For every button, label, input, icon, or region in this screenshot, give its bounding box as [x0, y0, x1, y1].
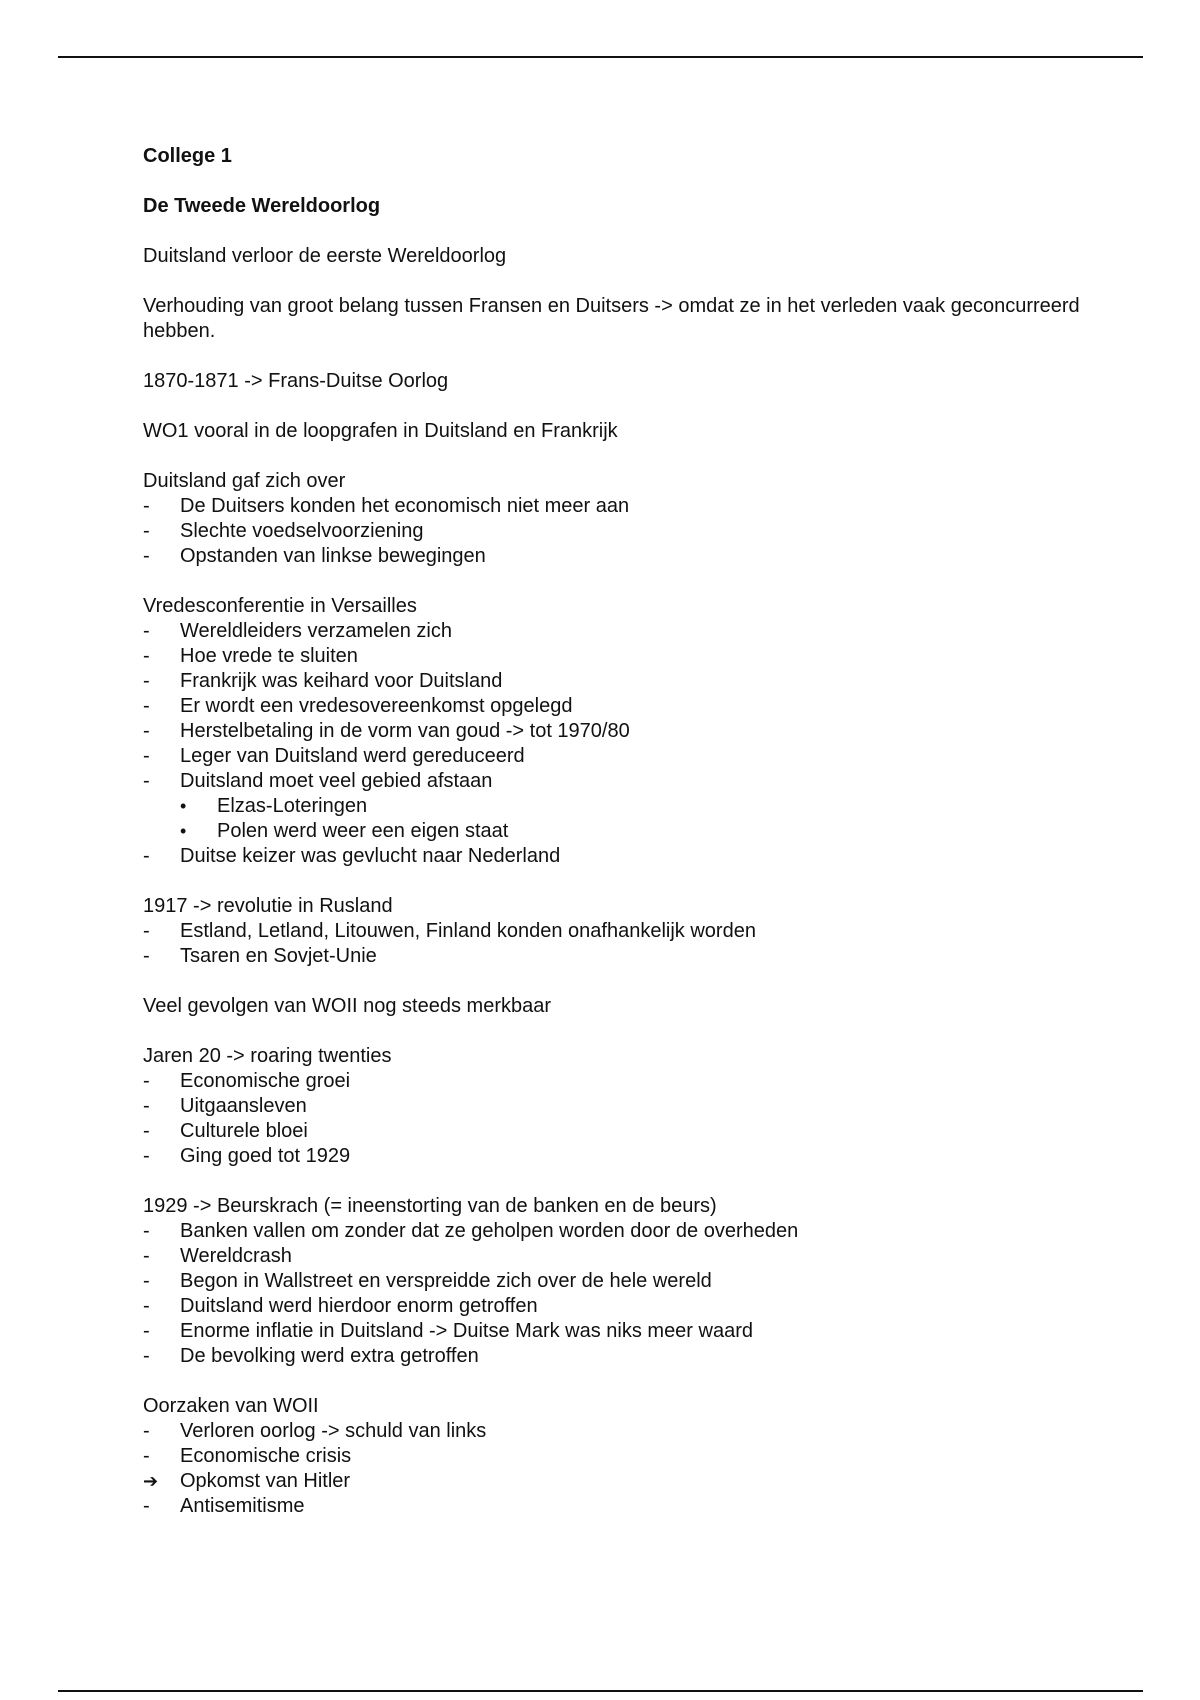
dash-marker: - [143, 520, 150, 542]
topic-heading: De Tweede Wereldoorlog [143, 195, 381, 217]
list-item [143, 1444, 1093, 1469]
paragraph-franco-prussian-war: 1870-1871 -> Frans-Duitse Oorlog [143, 370, 449, 392]
list-item [143, 1219, 1093, 1244]
footer-rule [58, 1690, 1143, 1692]
list-item [143, 619, 1093, 644]
section-title: Vredesconferentie in Versailles [143, 595, 417, 617]
list-item-text: Economische crisis [180, 1445, 352, 1467]
list-item-text: Duitse keizer was gevlucht naar Nederland [180, 845, 561, 867]
dash-marker: - [143, 1095, 150, 1117]
dash-marker: - [143, 670, 150, 692]
list-item [143, 769, 1093, 844]
list-item [143, 919, 1093, 944]
dash-marker: - [143, 1145, 150, 1167]
dash-marker: - [143, 920, 150, 942]
dash-marker: - [143, 545, 150, 567]
dash-marker: - [143, 495, 150, 517]
dash-marker: - [143, 1070, 150, 1092]
dash-marker: - [143, 1295, 150, 1317]
list-item-text: Slechte voedselvoorziening [180, 520, 424, 542]
bullet-list [143, 919, 1093, 969]
list-item-text: Wereldleiders verzamelen zich [180, 620, 452, 642]
section-crash [143, 1194, 1093, 1369]
dash-marker: - [143, 720, 150, 742]
dash-marker: - [143, 1220, 150, 1242]
list-item [143, 744, 1093, 769]
document-body [143, 144, 1093, 1544]
list-item [143, 1494, 1093, 1519]
college-heading: College 1 [143, 145, 232, 167]
section-surrender [143, 469, 1093, 569]
list-item [143, 1294, 1093, 1319]
list-item [143, 1244, 1093, 1269]
dash-marker: - [143, 620, 150, 642]
paragraph-lost-war: Duitsland verloor de eerste Wereldoorlog [143, 245, 507, 267]
list-item-text: Ging goed tot 1929 [180, 1145, 351, 1167]
list-item [143, 1419, 1093, 1444]
list-item [143, 1469, 1093, 1494]
list-item [143, 719, 1093, 744]
sub-list-item [180, 819, 1093, 844]
list-item [143, 1119, 1093, 1144]
list-item [143, 1344, 1093, 1369]
dash-marker: - [143, 945, 150, 967]
sub-list-item [180, 794, 1093, 819]
arrow-icon: ➔ [143, 1471, 159, 1492]
list-item-text: De bevolking werd extra getroffen [180, 1345, 479, 1367]
section-title: Jaren 20 -> roaring twenties [143, 1045, 392, 1067]
list-item-text: Economische groei [180, 1070, 351, 1092]
list-item-text: Enorme inflatie in Duitsland -> Duitse Mark was niks meer waard [180, 1320, 753, 1342]
list-item-text: Tsaren en Sovjet-Unie [180, 945, 377, 967]
dash-marker: - [143, 645, 150, 667]
list-item-text: Antisemitisme [180, 1495, 305, 1517]
dash-marker: - [143, 695, 150, 717]
list-item-text: Frankrijk was keihard voor Duitsland [180, 670, 503, 692]
list-item-text: Er wordt een vredesovereenkomst opgelegd [180, 695, 573, 717]
bullet-list [143, 1219, 1093, 1369]
bullet-marker: • [180, 796, 187, 816]
list-item-text: Verloren oorlog -> schuld van links [180, 1420, 487, 1442]
section-title: Duitsland gaf zich over [143, 470, 346, 492]
dash-marker: - [143, 1495, 150, 1517]
dash-marker: - [143, 770, 150, 792]
list-item [143, 694, 1093, 719]
dash-marker: - [143, 1245, 150, 1267]
dash-marker: - [143, 1345, 150, 1367]
list-item-text: Banken vallen om zonder dat ze geholpen worden door de overheden [180, 1220, 799, 1242]
section-title: Oorzaken van WOII [143, 1395, 319, 1417]
sub-list-item-text: Elzas-Loteringen [217, 795, 368, 817]
list-item-text: Hoe vrede te sluiten [180, 645, 358, 667]
dash-marker: - [143, 845, 150, 867]
list-item [143, 644, 1093, 669]
bullet-marker: • [180, 821, 187, 841]
dash-marker: - [143, 745, 150, 767]
list-item [143, 494, 1093, 519]
header-rule [58, 56, 1143, 58]
list-item-text: Opstanden van linkse bewegingen [180, 545, 486, 567]
list-item [143, 1069, 1093, 1094]
bullet-list [143, 494, 1093, 569]
list-item [143, 1269, 1093, 1294]
sub-bullet-list [180, 794, 1093, 844]
paragraph-consequences: Veel gevolgen van WOII nog steeds merkbaar [143, 995, 552, 1017]
sub-list-item-text: Polen werd weer een eigen staat [217, 820, 509, 842]
list-item [143, 1094, 1093, 1119]
paragraph-trenches: WO1 vooral in de loopgrafen in Duitsland en Frankrijk [143, 420, 618, 442]
bullet-list [143, 1069, 1093, 1169]
section-title: 1929 -> Beurskrach (= ineenstorting van de banken en de beurs) [143, 1195, 717, 1217]
list-item-text: Duitsland moet veel gebied afstaan [180, 770, 493, 792]
list-item [143, 1144, 1093, 1169]
list-item-text: Duitsland werd hierdoor enorm getroffen [180, 1295, 538, 1317]
dash-marker: - [143, 1270, 150, 1292]
list-item-text: Herstelbetaling in de vorm van goud -> tot 1970/80 [180, 720, 630, 742]
bullet-list [143, 619, 1093, 869]
section-title: 1917 -> revolutie in Rusland [143, 895, 393, 917]
section-causes [143, 1394, 1093, 1519]
list-item-text: Begon in Wallstreet en verspreidde zich over de hele wereld [180, 1270, 712, 1292]
list-item [143, 544, 1093, 569]
dash-marker: - [143, 1320, 150, 1342]
list-item-text: Culturele bloei [180, 1120, 308, 1142]
list-item [143, 669, 1093, 694]
list-item [143, 1319, 1093, 1344]
bullet-list [143, 1419, 1093, 1519]
dash-marker: - [143, 1120, 150, 1142]
dash-marker: - [143, 1445, 150, 1467]
list-item [143, 519, 1093, 544]
section-versailles [143, 594, 1093, 869]
list-item-text: De Duitsers konden het economisch niet meer aan [180, 495, 630, 517]
section-twenties [143, 1044, 1093, 1169]
list-item-text: Opkomst van Hitler [180, 1470, 351, 1492]
dash-marker: - [143, 1420, 150, 1442]
list-item [143, 944, 1093, 969]
list-item-text: Wereldcrash [180, 1245, 292, 1267]
paragraph-relationship: Verhouding van groot belang tussen Fransen en Duitsers -> omdat ze in het verleden vaak geconcurreerd hebben. [143, 295, 1080, 342]
list-item-text: Estland, Letland, Litouwen, Finland konden onafhankelijk worden [180, 920, 756, 942]
list-item-text: Uitgaansleven [180, 1095, 307, 1117]
section-russia [143, 894, 1093, 969]
list-item [143, 844, 1093, 869]
list-item-text: Leger van Duitsland werd gereduceerd [180, 745, 525, 767]
